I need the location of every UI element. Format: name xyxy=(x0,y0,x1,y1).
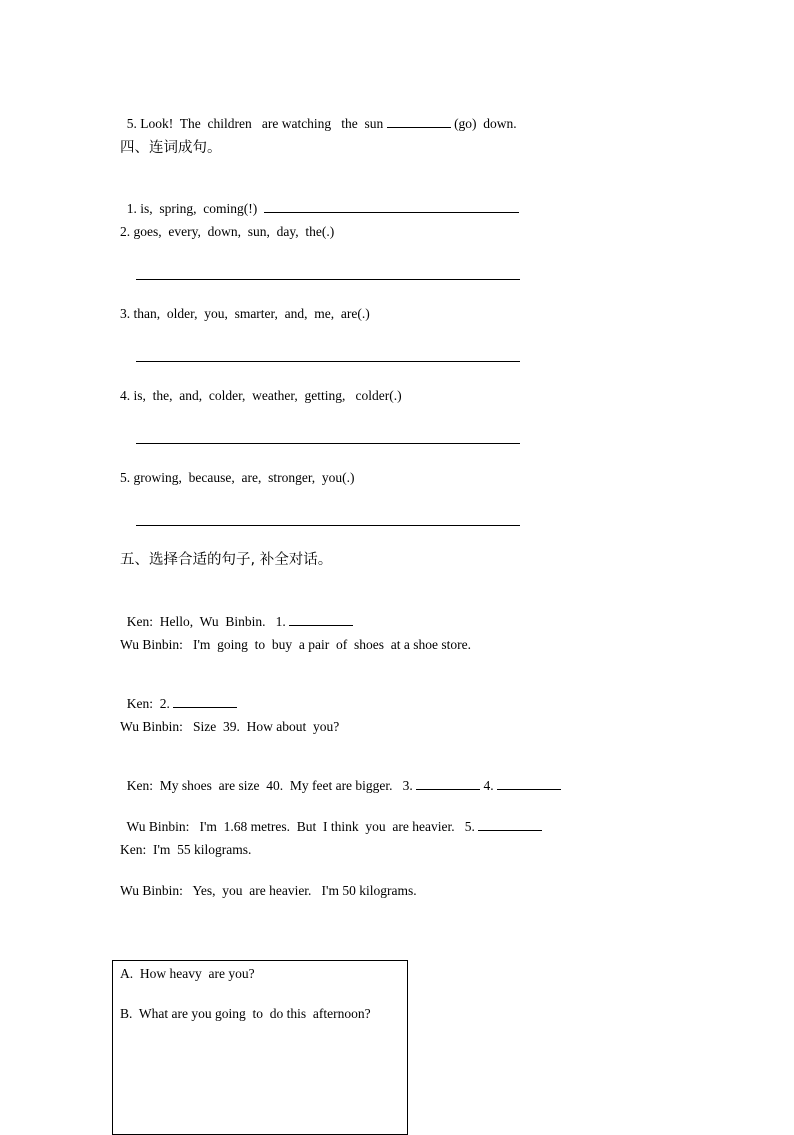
option-a: A. How heavy are you? xyxy=(120,966,255,981)
sentence-item-4: 4. is, the, and, colder, weather, getting, colder(.) xyxy=(120,388,402,403)
answer-line[interactable] xyxy=(136,443,520,444)
dialogue-line-4: Wu Binbin: Size 39. How about you? xyxy=(120,719,340,734)
section-5-title: 五、选择合适的句子, 补全对话。 xyxy=(120,552,333,568)
sentence-item-5: 5. growing, because, are, stronger, you(.) xyxy=(120,470,355,485)
answer-blank[interactable] xyxy=(289,613,353,626)
dialogue-line-5 xyxy=(120,759,561,795)
dialogue-line-6 xyxy=(120,800,542,836)
option-b: B. What are you going to do this afternoon? xyxy=(120,1006,371,1021)
dialogue-text: Wu Binbin: I'm 1.68 metres. But I think you are heavier. 5. xyxy=(126,819,479,834)
dialogue-text: Ken: My shoes are size 40. My feet are bigger. 3. xyxy=(126,778,417,793)
section-4-title: 四、连词成句。 xyxy=(120,140,222,156)
answer-line[interactable] xyxy=(136,361,520,362)
options-box xyxy=(112,960,408,1135)
dialogue-line-2: Wu Binbin: I'm going to buy a pair of shoes at a shoe store. xyxy=(120,637,471,652)
dialogue-text: Ken: 2. xyxy=(126,696,174,711)
sentence-item-3: 3. than, older, you, smarter, and, me, are(.) xyxy=(120,306,370,321)
dialogue-line-3 xyxy=(120,677,237,713)
dialogue-line-1 xyxy=(120,595,353,631)
answer-line[interactable] xyxy=(136,525,520,526)
answer-line[interactable] xyxy=(264,200,519,213)
sentence-item-1 xyxy=(120,182,519,218)
dialogue-line-8: Wu Binbin: Yes, you are heavier. I'm 50 kilograms. xyxy=(120,883,417,898)
sentence-item-text: 1. is, spring, coming(!) xyxy=(126,201,264,216)
answer-blank[interactable] xyxy=(497,777,561,790)
question-text: 5. Look! The children are watching the sun xyxy=(126,116,387,131)
question-5-go xyxy=(120,97,517,133)
answer-blank[interactable] xyxy=(387,115,451,128)
sentence-item-2: 2. goes, every, down, sun, day, the(.) xyxy=(120,224,335,239)
dialogue-text-mid: 4. xyxy=(480,778,498,793)
dialogue-line-7: Ken: I'm 55 kilograms. xyxy=(120,842,252,857)
answer-blank[interactable] xyxy=(478,818,542,831)
answer-line[interactable] xyxy=(136,279,520,280)
answer-blank[interactable] xyxy=(416,777,480,790)
question-text-end: (go) down. xyxy=(450,116,517,131)
dialogue-text: Ken: Hello, Wu Binbin. 1. xyxy=(126,614,290,629)
answer-blank[interactable] xyxy=(173,695,237,708)
